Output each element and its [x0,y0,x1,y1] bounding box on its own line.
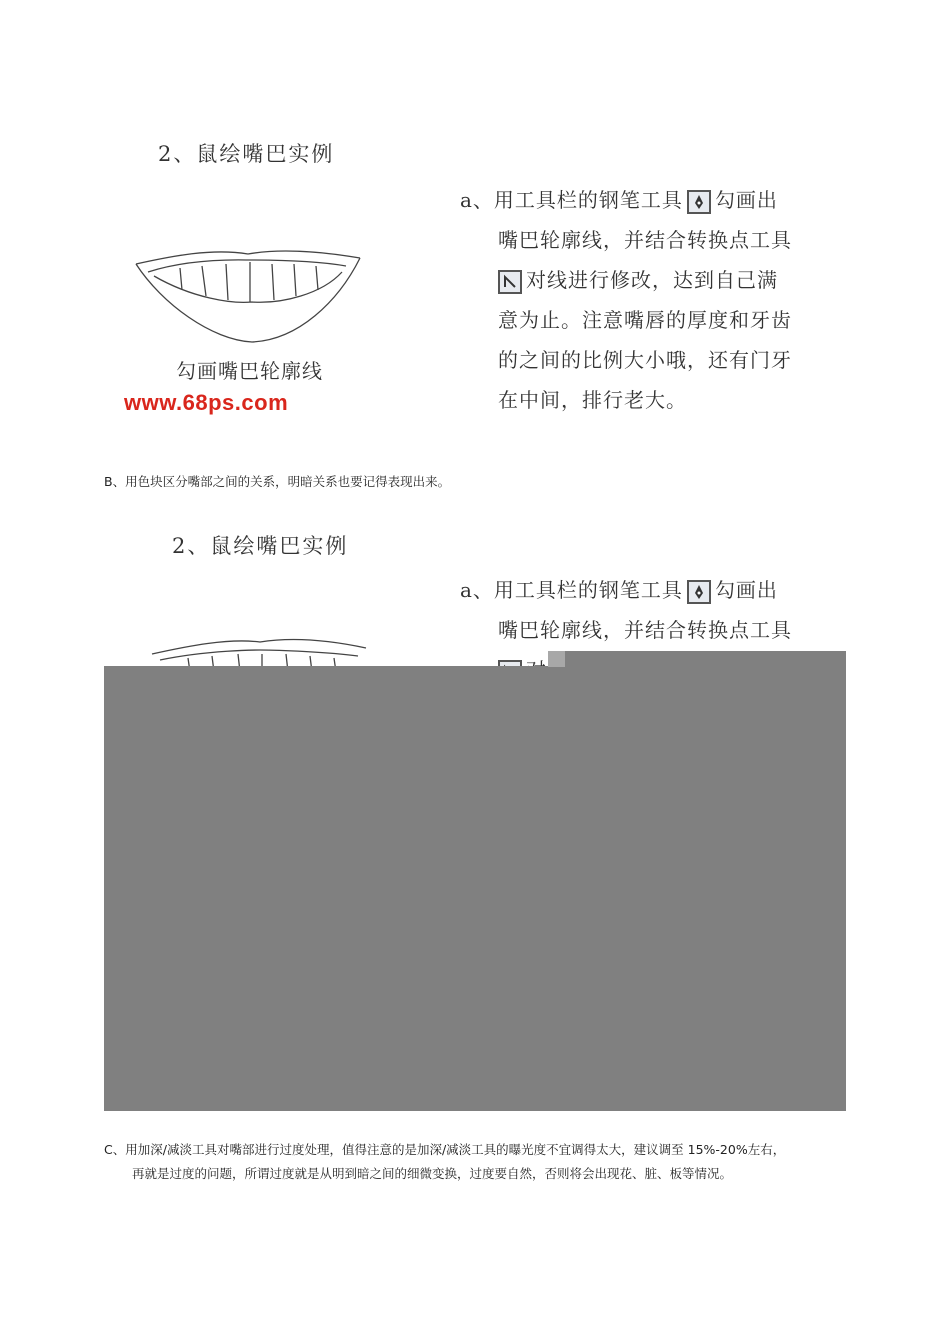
figure1-instructions: a、用工具栏的钢笔工具 勾画出 嘴巴轮廓线，并结合转换点工具 对线进行修改，达到自己满 意为止。注意嘴唇的厚度和牙齿 的之间的比例大小哦，还有门牙 在中间，排行老大。 [460,180,840,420]
pen-tool-icon [687,580,711,604]
instruction-line-3: 对线进行修改，达到自己满 [460,260,840,300]
figure1-caption: 勾画嘴巴轮廓线 [176,359,323,383]
pen-tool-icon [687,190,711,214]
image-placeholder-block-top-right [565,651,846,667]
mouth-outline-drawing [132,238,364,346]
step-c-text-line1: C、用加深/减淡工具对嘴部进行过度处理，值得注意的是加深/减淡工具的曝光度不宜调得太大，建议调至 15%-20%左右， [104,1142,786,1157]
image-placeholder-edge [548,651,565,667]
figure2-title: 2、鼠绘嘴巴实例 [172,534,349,558]
convert-point-tool-icon [498,270,522,294]
step-b-text: B、用色块区分嘴部之间的关系，明暗关系也要记得表现出来。 [104,474,451,489]
image-placeholder-block [104,666,846,1111]
figure2-instruction-line-1: a、用工具栏的钢笔工具 勾画出 [460,578,778,602]
figure2-instructions: a、用工具栏的钢笔工具 勾画出 嘴巴轮廓线，并结合转换点工具 [460,570,840,690]
figure1-title: 2、鼠绘嘴巴实例 [158,142,335,166]
source-url: www.68ps.com [124,390,289,415]
instruction-line-1: a、用工具栏的钢笔工具 勾画出 [460,188,778,212]
step-c-text-line2: 再就是过度的问题，所谓过度就是从明到暗之间的细微变换，过度要自然，否则将会出现花、脏、板等情况。 [132,1166,733,1181]
